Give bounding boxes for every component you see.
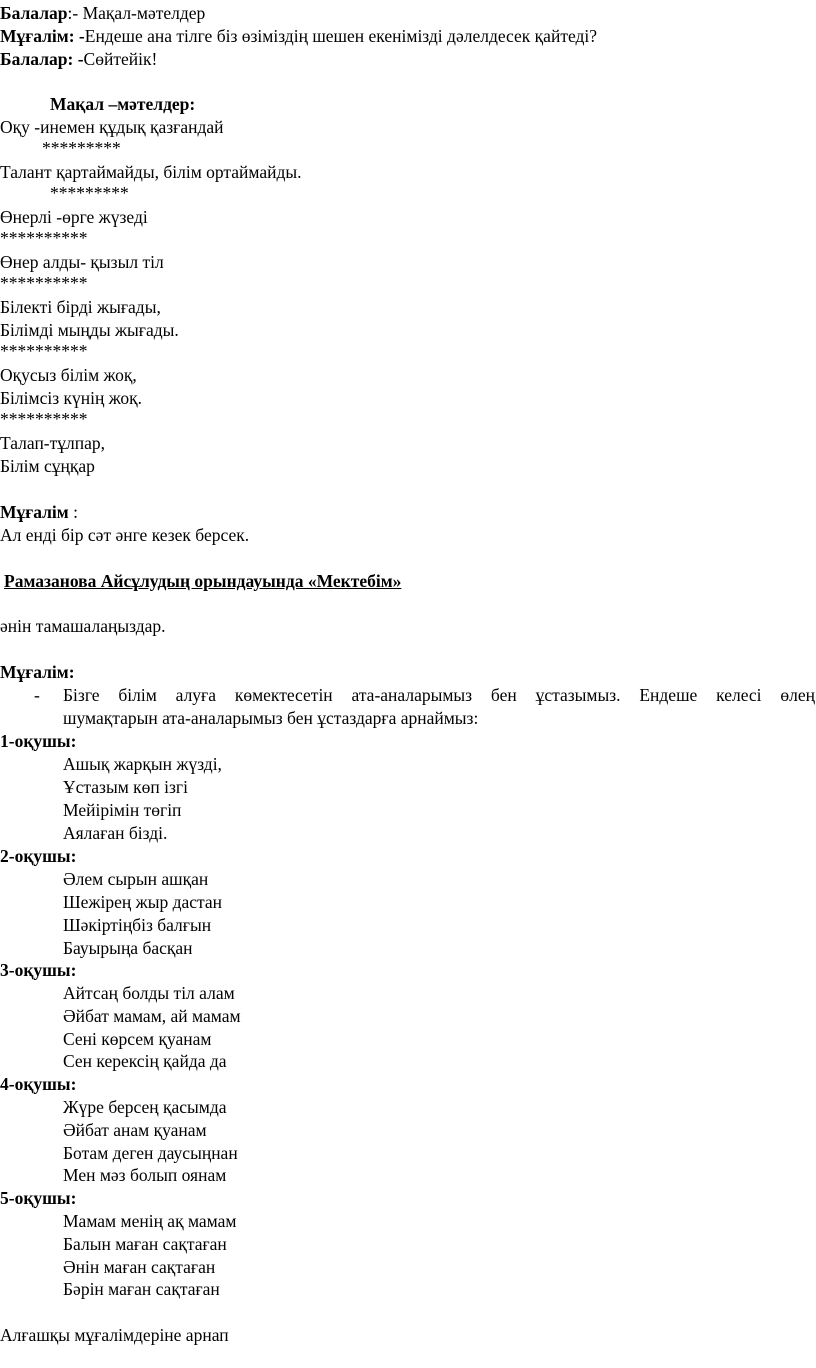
poem-line: Бәрін маған сақтаған <box>63 1279 220 1299</box>
teacher-label-2: Мұғалім: <box>0 662 75 682</box>
teacher-text-2-line-1: Бізге білім алуға көмектесетін ата-аналарымыз бен ұстазымыз. Ендеше келесі өлең <box>63 685 815 705</box>
dialogue-line-1 <box>0 2 205 24</box>
song-title: Рамазанова Айсұлудың орындауында «Мектебім» <box>4 571 402 591</box>
proverb-1: Оқу -инемен құдық қазғандай <box>0 117 224 137</box>
separator-4: ********** <box>0 273 88 293</box>
proverb-5b: Білімді мыңды жығады. <box>0 320 179 340</box>
separator-6: ********** <box>0 409 88 429</box>
proverb-3: Өнерлі -өрге жүзеді <box>0 207 148 227</box>
poem-line: Ұстазым көп ізгі <box>63 777 188 797</box>
poem-line: Әйбат анам қуанам <box>63 1120 207 1140</box>
proverb-4: Өнер алды- қызыл тіл <box>0 252 164 272</box>
poem-line: Мейірімін төгіп <box>63 800 182 820</box>
poem-line: Шежірең жыр дастан <box>63 892 223 912</box>
proverb-7b: Білім сұңқар <box>0 456 95 476</box>
student-5-label: 5-оқушы: <box>0 1188 77 1208</box>
poem-line: Сені көрсем қуанам <box>63 1029 212 1049</box>
dialogue-text: :- Мақал-мәтелдер <box>67 3 206 23</box>
poem-line: Бауырыңа басқан <box>63 938 193 958</box>
proverb-5a: Білекті бірді жығады, <box>0 297 161 317</box>
poem-line: Мамам менің ақ мамам <box>63 1211 237 1231</box>
separator-3: ********** <box>0 228 88 248</box>
colon: : <box>68 502 78 522</box>
poem-line: Әнін маған сақтаған <box>63 1257 216 1277</box>
speaker-label: Балалар: - <box>0 49 84 69</box>
teacher-text-2-line-2: шумақтарын ата-аналарымыз бен ұстаздарға арнаймыз: <box>63 708 479 728</box>
student-2-label: 2-оқушы: <box>0 846 77 866</box>
proverbs-heading: Мақал –мәтелдер: <box>50 94 196 114</box>
speaker-label: Мұғалім <box>0 502 69 522</box>
poem-line: Мен мәз болып оянам <box>63 1165 227 1185</box>
list-dash: - <box>34 685 40 705</box>
poem-line: Ботам деген даусыңнан <box>63 1143 238 1163</box>
poem-line: Сен керексің қайда да <box>63 1051 227 1071</box>
poem-line: Аялаған бізді. <box>63 823 168 843</box>
teacher-text-1: Ал енді бір сәт әнге кезек берсек. <box>0 525 250 545</box>
footer-dedication: Алғашқы мұғалімдеріне арнап <box>0 1325 229 1345</box>
poem-line: Балын маған сақтаған <box>63 1234 227 1254</box>
speaker-label: Мұғалім: - <box>0 26 85 46</box>
dialogue-text: Сөйтейік! <box>83 49 158 69</box>
dialogue-text: Ендеше ана тілге біз өзіміздің шешен екенімізді дәлелдесек қайтеді? <box>84 26 598 46</box>
poem-line: Айтсаң болды тіл алам <box>63 983 235 1003</box>
proverb-7a: Талап-тұлпар, <box>0 433 106 453</box>
song-text: әнін тамашалаңыздар. <box>0 616 166 636</box>
student-4-label: 4-оқушы: <box>0 1074 77 1094</box>
proverb-2: Талант қартаймайды, білім ортаймайды. <box>0 162 302 182</box>
dialogue-line-2 <box>0 25 597 47</box>
speaker-label: Балалар <box>0 3 68 23</box>
teacher-label-1 <box>0 501 78 523</box>
proverb-6b: Білімсіз күнің жоқ. <box>0 388 142 408</box>
poem-line: Әлем сырын ашқан <box>63 869 209 889</box>
student-3-label: 3-оқушы: <box>0 960 77 980</box>
proverb-6a: Оқусыз білім жоқ, <box>0 365 137 385</box>
poem-line: Ашық жарқын жүзді, <box>63 754 222 774</box>
separator-1: ********* <box>42 138 121 158</box>
separator-2: ********* <box>50 183 129 203</box>
poem-line: Әйбат мамам, ай мамам <box>63 1006 241 1026</box>
poem-line: Шәкіртіңбіз балғын <box>63 915 212 935</box>
student-1-label: 1-оқушы: <box>0 731 77 751</box>
separator-5: ********** <box>0 341 88 361</box>
poem-line: Жүре берсең қасымда <box>63 1097 227 1117</box>
dialogue-line-3 <box>0 48 157 70</box>
